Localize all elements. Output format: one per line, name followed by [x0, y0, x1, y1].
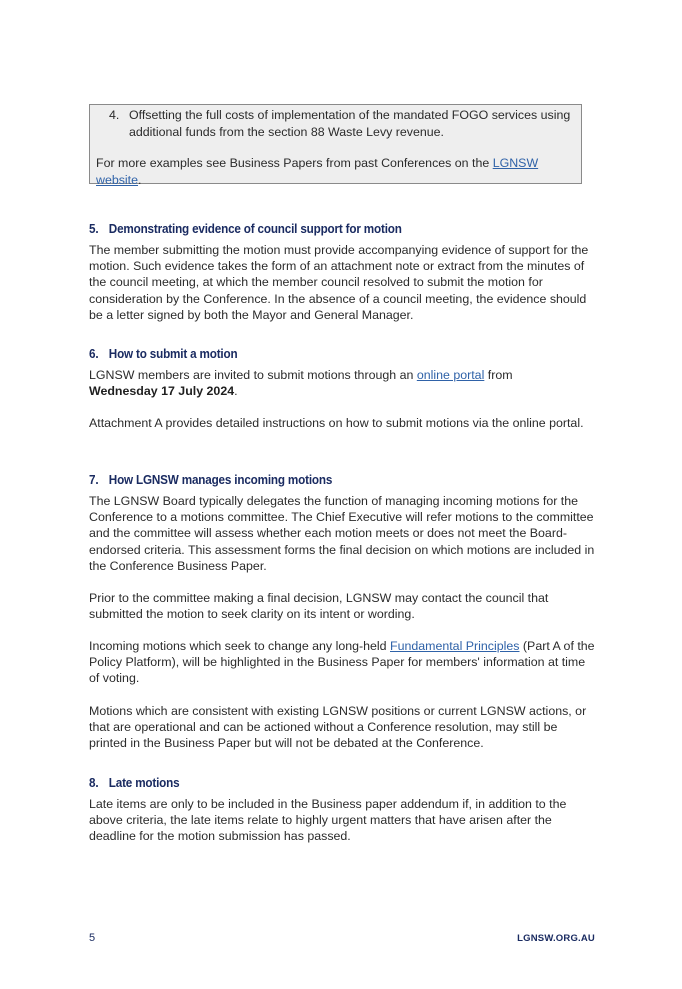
s6-p1-prefix: LGNSW members are invited to submit motions through an — [89, 368, 417, 382]
s6-p1-mid: from — [484, 368, 513, 382]
submission-date: Wednesday 17 July 2024 — [89, 384, 235, 399]
section-6-title: How to submit a motion — [108, 346, 238, 361]
section-7-paragraph-3 — [89, 638, 595, 687]
lgnsw-website-link[interactable]: LGNSW website — [96, 156, 539, 187]
list-item-text: Offsetting the full costs of implementation of the mandated FOGO services using additional funds from the section 88 Waste Levy revenue. — [129, 108, 571, 139]
more-examples-text — [96, 155, 566, 188]
section-5-paragraph: The member submitting the motion must provide accompanying evidence of support for the motion. Such evidence takes the form of an attachment note or extract from the minutes of the council meeting, at which the member council resolved to submit the motion for consideration by the Conference. In the absence of a council meeting, the evidence should be a letter signed by both the Mayor and General Manager. — [89, 243, 589, 322]
s7-p3-suffix: (Part A of the Policy Platform), will be highlighted in the Business Paper for members' information at time of voting. — [89, 639, 595, 686]
section-5-title: Demonstrating evidence of council support for motion — [108, 221, 402, 236]
online-portal-link[interactable]: online portal — [416, 368, 485, 382]
section-7-paragraph-4: Motions which are consistent with existing LGNSW positions or current LGNSW actions, or that are operational and can be actioned without a Conference resolution, may still be printed in the Business Paper but will not be debated at the Conference. — [89, 704, 587, 751]
section-5-number: 5. — [89, 221, 99, 236]
section-7-title: How LGNSW manages incoming motions — [108, 472, 333, 487]
more-examples-prefix: For more examples see Business Papers from past Conferences on the — [96, 156, 493, 170]
footer-url[interactable]: LGNSW.ORG.AU — [517, 933, 595, 944]
section-8-title: Late motions — [108, 775, 180, 790]
page-number: 5 — [89, 932, 96, 944]
section-6-paragraph-2: Attachment A provides detailed instructions on how to submit motions via the online portal. — [89, 416, 584, 430]
section-6-paragraph-1 — [89, 367, 595, 399]
examples-box — [89, 104, 582, 187]
section-5-heading — [89, 221, 402, 236]
fundamental-principles-link[interactable]: Fundamental Principles — [390, 639, 520, 653]
section-7-number: 7. — [89, 472, 99, 487]
section-8-number: 8. — [89, 775, 99, 790]
section-6-number: 6. — [89, 346, 99, 361]
section-7-paragraph-1: The LGNSW Board typically delegates the function of managing incoming motions for the Conference to a motions committee. The Chief Executive will refer motions to the committee and the committee will assess whether each motion meets or does not meet the Board-endorsed criteria. This assessment forms the final decision on which motions are included in the Conference Business Paper. — [89, 494, 595, 573]
s6-p1-suffix: . — [234, 384, 238, 399]
more-examples-suffix: . — [138, 172, 142, 187]
section-6-heading — [89, 346, 237, 361]
section-7-heading — [89, 472, 332, 487]
section-7-paragraph-2: Prior to the committee making a final decision, LGNSW may contact the council that submitted the motion to seek clarity on its intent or wording. — [89, 591, 549, 622]
list-item-number: 4. — [109, 108, 120, 122]
s7-p3-prefix: Incoming motions which seek to change any long-held — [89, 639, 390, 653]
section-8-paragraph: Late items are only to be included in the Business paper addendum if, in addition to the above criteria, the late items relate to highly urgent matters that have arisen after the deadline for the motion submission has passed. — [89, 797, 567, 844]
section-8-heading — [89, 775, 179, 790]
